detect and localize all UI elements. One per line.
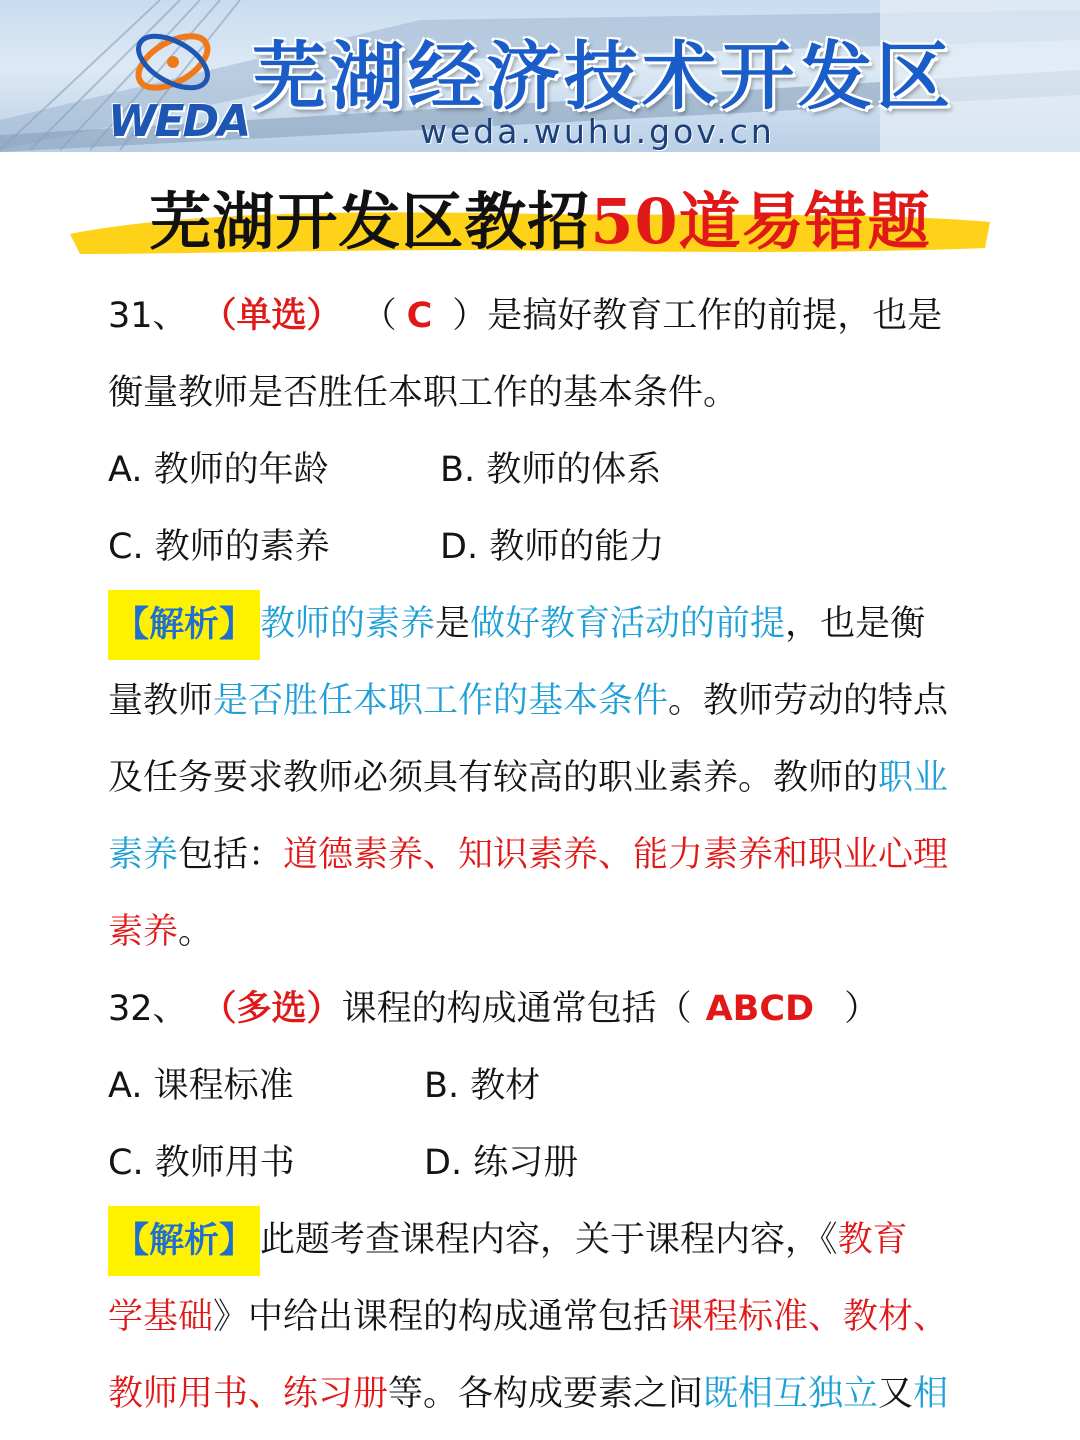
analysis-text: 包括： <box>178 835 284 875</box>
banner-title: 芜湖经济技术开发区 <box>252 34 954 120</box>
analysis-text: 学基础 <box>108 1297 214 1337</box>
question-content <box>108 278 968 1433</box>
q31-analysis-line-1 <box>108 586 968 663</box>
headline-main: 芜湖开发区教招 <box>149 185 591 258</box>
q31-option-c: C. 教师的素养 <box>108 527 330 567</box>
q32-analysis-line-1 <box>108 1202 968 1279</box>
analysis-text: 做好教育活动的前提 <box>470 604 786 644</box>
q32-options-row-1 <box>108 1048 968 1125</box>
logo-wordmark: WEDA <box>108 96 250 147</box>
q31-analysis-line-2 <box>108 663 968 740</box>
analysis-text: 是 <box>435 604 471 644</box>
banner-url: weda.wuhu.gov.cn <box>420 112 775 151</box>
analysis-text: 量教师 <box>108 681 214 721</box>
analysis-text: 课程标准、教材、 <box>668 1297 949 1337</box>
q31-options-row-1 <box>108 432 968 509</box>
q31-answer: C <box>406 296 433 336</box>
q32-analysis-line-2 <box>108 1279 968 1356</box>
q31-option-d: D. 教师的能力 <box>440 527 665 567</box>
q32-analysis-line-3 <box>108 1356 968 1433</box>
q31-type: （单选） <box>201 296 342 336</box>
analysis-text: 教育 <box>837 1220 908 1260</box>
analysis-text: 此题考查课程内容，关于课程内容，《 <box>260 1220 838 1260</box>
q32-options-row-2 <box>108 1125 968 1202</box>
analysis-text: 又 <box>878 1374 914 1414</box>
q31-options-row-2 <box>108 509 968 586</box>
q31-analysis-line-3 <box>108 740 968 817</box>
q31-stem-line-2: 衡量教师是否胜任本职工作的基本条件。 <box>108 373 739 413</box>
q32-option-b: B. 教材 <box>424 1066 541 1106</box>
analysis-text: 是否胜任本职工作的基本条件 <box>213 681 669 721</box>
analysis-text: 。教师劳动的特点 <box>668 681 949 721</box>
headline-accent: 50道易错题 <box>590 185 931 258</box>
q32-number: 32、 <box>108 989 188 1029</box>
analysis-text: 素养 <box>108 835 179 875</box>
page-headline <box>0 172 1080 261</box>
analysis-text: 素养 <box>108 912 179 952</box>
analysis-text: 道德素养、知识素养、能力素养和职业心理 <box>283 835 949 875</box>
analysis-text: 等。各构成要素之间 <box>388 1374 704 1414</box>
analysis-text: 教师的素养 <box>260 604 436 644</box>
q32-close-paren: ） <box>844 989 880 1029</box>
q31-open-paren: （ <box>361 296 397 336</box>
q31-number: 31、 <box>108 296 188 336</box>
weda-logo-icon <box>128 22 218 102</box>
q31-close-paren: ） <box>452 296 488 336</box>
analysis-text: 及任务要求教师必须具有较高的职业素养。教师的 <box>108 758 879 798</box>
q31-option-b: B. 教师的体系 <box>440 450 662 490</box>
q31-option-a: A. 教师的年龄 <box>108 450 329 490</box>
q31-analysis-line-5 <box>108 894 968 971</box>
q32-stem-text: 课程的构成通常包括（ <box>341 989 692 1029</box>
analysis-text: 既相互独立 <box>703 1374 879 1414</box>
q32-stem-line <box>108 971 968 1048</box>
headline-area <box>0 164 1080 264</box>
analysis-text: 》中给出课程的构成通常包括 <box>213 1297 669 1337</box>
q32-option-d: D. 练习册 <box>424 1143 579 1183</box>
header-banner <box>0 0 1080 152</box>
q31-stem-line-1 <box>108 278 968 355</box>
q32-option-c: C. 教师用书 <box>108 1143 295 1183</box>
analysis-text: 。 <box>178 912 214 952</box>
q32-type: （多选） <box>201 989 342 1029</box>
analysis-text: 教师用书、练习册 <box>108 1374 389 1414</box>
analysis-text: 职业 <box>878 758 949 798</box>
analysis-text: ，也是衡 <box>785 604 926 644</box>
q31-analysis-line-4 <box>108 817 968 894</box>
q32-answer: ABCD <box>705 989 815 1029</box>
q32-analysis-tag: 【解析】 <box>108 1206 260 1276</box>
q31-analysis-tag: 【解析】 <box>108 590 260 660</box>
q32-option-a: A. 课程标准 <box>108 1066 294 1106</box>
q31-stem-text-1: 是搞好教育工作的前提，也是 <box>487 296 943 336</box>
analysis-text: 相 <box>913 1374 949 1414</box>
